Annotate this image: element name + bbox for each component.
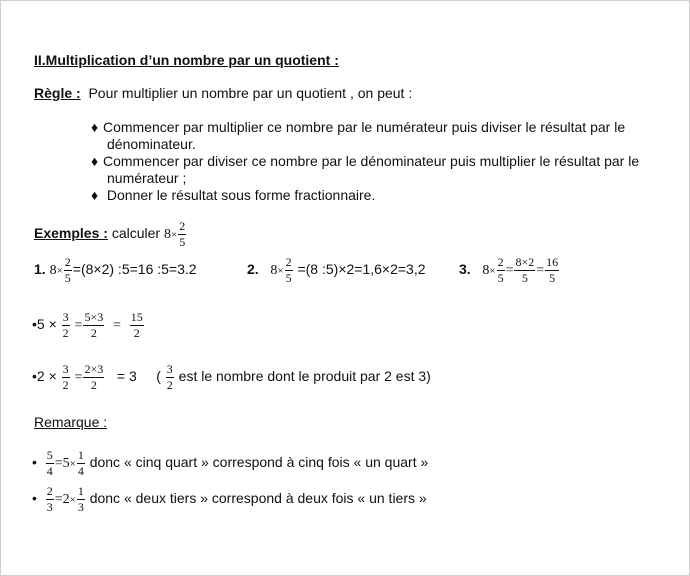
frac-num: 2×3 [84,362,104,376]
frac-num: 3 [166,362,173,376]
line-b-explain: est le nombre dont le produit par 2 est 3) [178,368,431,385]
math-five: 5 [62,456,70,472]
example-1 [34,256,197,285]
example-1-result: =(8×2) :5=16 :5=3.2 [72,261,197,278]
frac-num: 2 [285,255,292,269]
fraction [83,311,104,340]
math-times: × [69,458,76,471]
examples-intro: calculer [111,225,161,242]
bullet-icon: • [32,368,37,385]
frac-den: 3 [46,500,53,514]
example-line-b [32,363,431,392]
diamond-icon: ♦ [91,119,99,135]
frac-num: 1 [77,448,84,462]
example-2 [247,256,426,285]
frac-num: 8×2 [515,255,535,269]
math-eight: 8 [270,263,278,279]
example-line-a [32,311,145,340]
math-times: × [489,265,496,278]
remark-line-1-text: donc « cinq quart » correspond à cinq fois « un quart » [89,454,429,471]
line-b-paren: ( [156,368,161,385]
examples-line [34,220,187,249]
math-times: × [56,265,63,278]
math-eq: = [54,492,63,508]
frac-den: 4 [46,464,53,478]
rule-item-1-line2: dénominateur. [107,136,196,152]
rule-item-2 [91,153,639,169]
frac-den: 5 [285,271,292,285]
rule-text: Pour multiplier un nombre par un quotient , on peut : [88,85,413,101]
fraction [46,449,54,478]
line-a-lead: 5 × [36,316,57,333]
frac-den: 2 [90,326,97,340]
frac-num: 2 [179,219,186,233]
math-eq: = [536,263,545,279]
diamond-icon: ♦ [91,153,99,169]
frac-den: 5 [521,271,528,285]
math-times: × [170,229,178,242]
frac-num: 5×3 [84,310,104,324]
diamond-icon: ♦ [91,187,99,203]
frac-den: 2 [166,378,173,392]
bullet-icon: • [32,454,37,471]
line-b-result: = 3 [116,368,137,385]
fraction [62,363,70,392]
rule-line [34,85,412,101]
frac-den: 2 [62,378,69,392]
frac-den: 2 [90,378,97,392]
rule-item-3-line1: Donner le résultat sous forme fractionnaire. [106,187,376,203]
math-eight: 8 [49,263,57,279]
frac-num: 3 [62,362,69,376]
fraction [64,256,72,285]
math-eight: 8 [482,263,490,279]
rule-item-2-line1: Commencer par diviser ce nombre par le dénominateur puis multiplier le résultat par le [103,153,640,169]
math-two: 2 [62,492,70,508]
fraction [497,256,505,285]
rule-item-1-line1: Commencer par multiplier ce nombre par le numérateur puis diviser le résultat par le [103,119,626,135]
frac-num: 1 [77,484,84,498]
frac-den: 5 [497,271,504,285]
remark-label: Remarque : [34,414,108,430]
example-1-number: 1. [34,261,46,278]
frac-den: 4 [77,464,84,478]
rule-item-3 [91,187,375,203]
frac-num: 16 [546,255,559,269]
section-title: II.Multiplication d’un nombre par un quotient : [34,52,339,68]
math-eq: = [54,456,63,472]
math-times: × [277,265,284,278]
remark-line-1 [32,449,428,478]
math-times: × [69,494,76,507]
example-2-number: 2. [247,261,259,278]
example-3 [459,256,560,285]
fraction [166,363,174,392]
line-b-lead: 2 × [36,368,57,385]
fraction [285,256,293,285]
examples-label: Exemples : [34,225,108,242]
example-3-number: 3. [459,261,471,278]
rule-item-2-line2: numérateur ; [107,170,187,186]
frac-num: 2 [497,255,504,269]
frac-den: 3 [77,500,84,514]
frac-num: 5 [46,448,53,462]
fraction [514,256,535,285]
frac-den: 5 [179,235,186,249]
frac-den: 2 [133,326,140,340]
remark-line-2-text: donc « deux tiers » correspond à deux fois « un tiers » [89,490,427,507]
rule-item-1 [91,119,625,135]
fraction [62,311,70,340]
math-eq: = [74,370,83,386]
fraction [83,363,104,392]
fraction [130,311,144,340]
frac-den: 5 [64,271,71,285]
frac-den: 2 [62,326,69,340]
math-eq: = [505,263,514,279]
rule-label: Règle : [34,85,81,101]
fraction [46,485,54,514]
frac-num: 2 [46,484,53,498]
bullet-icon: • [32,490,37,507]
frac-num: 2 [64,255,71,269]
frac-num: 3 [62,310,69,324]
frac-num: 15 [130,310,143,324]
math-eq: = [74,318,83,334]
remark-line-2 [32,485,427,514]
frac-den: 5 [549,271,556,285]
bullet-icon: • [32,316,37,333]
math-eq: = [113,318,121,334]
fraction [178,220,186,249]
math-eight: 8 [163,227,171,243]
fraction [77,449,85,478]
fraction [545,256,559,285]
example-2-result: =(8 :5)×2=1,6×2=3,2 [297,261,426,278]
fraction [77,485,85,514]
